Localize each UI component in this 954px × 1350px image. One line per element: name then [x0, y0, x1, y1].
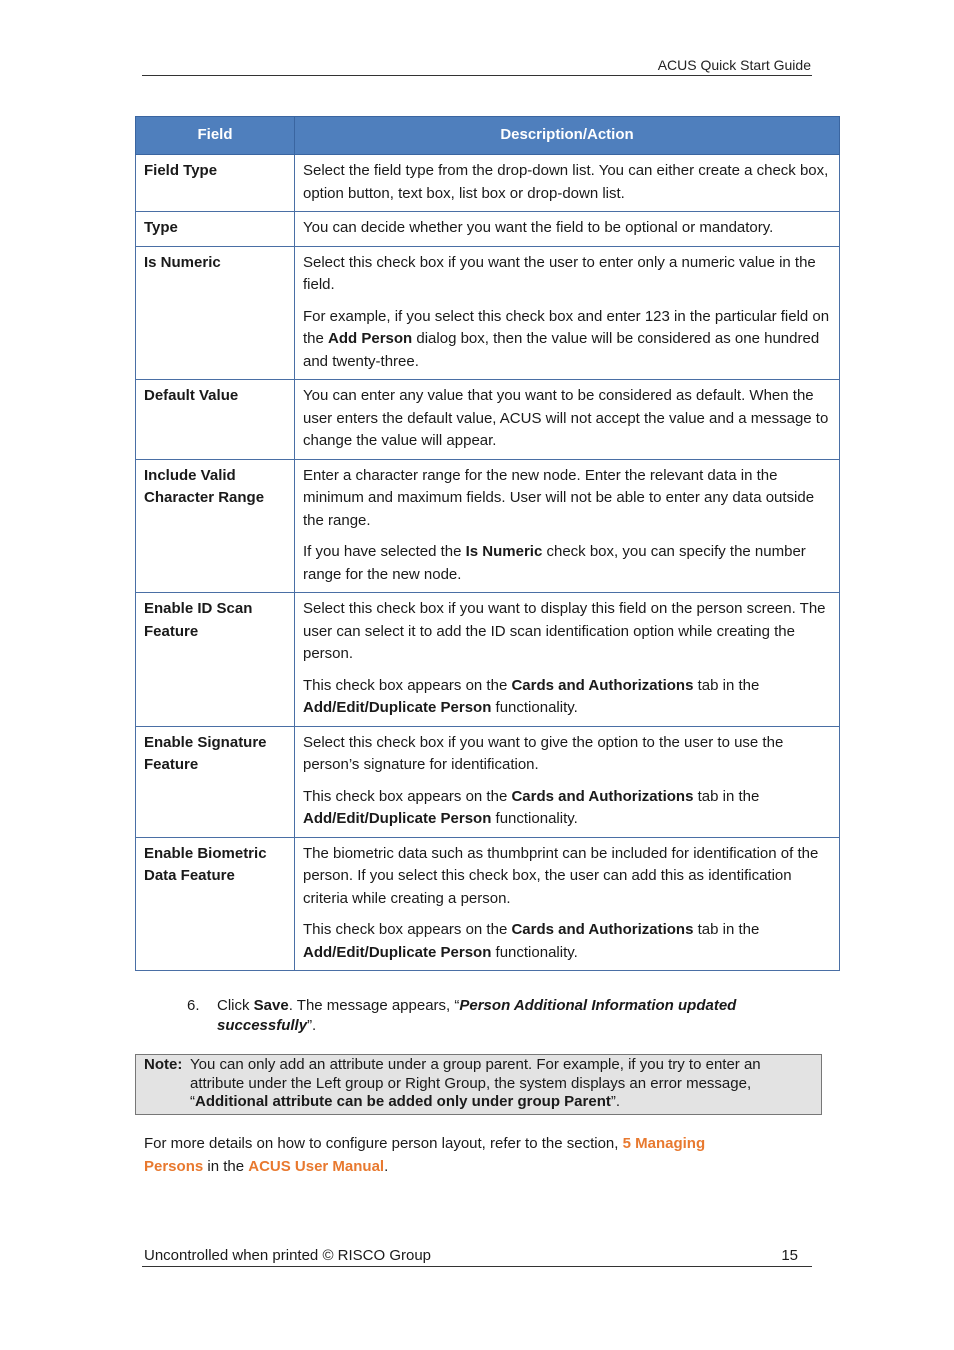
step-mid: . The message appears, “ — [288, 997, 460, 1014]
description-paragraph — [303, 786, 831, 831]
description-cell — [295, 212, 840, 247]
note-label: Note: — [144, 1056, 183, 1073]
table-row — [136, 726, 840, 837]
description-paragraph — [303, 217, 831, 240]
description-text: dialog box, then the value will be considered as one hundred and twenty-three. — [303, 330, 820, 370]
description-paragraph — [303, 541, 831, 586]
note-end: ”. — [610, 1093, 621, 1110]
step-text — [217, 996, 807, 1036]
description-paragraph — [303, 465, 831, 533]
field-name-cell: Type — [136, 212, 295, 247]
description-text: This check box appears on the — [303, 787, 512, 805]
emphasis-text: Cards and Authorizations — [511, 676, 694, 694]
note-error-message: Additional attribute can be added only under group Parent — [195, 1093, 611, 1110]
description-text: This check box appears on the — [303, 921, 512, 938]
emphasis-text: Is Numeric — [465, 543, 543, 560]
description-paragraph — [303, 598, 831, 666]
description-paragraph — [303, 385, 831, 453]
description-text: If you have selected the — [303, 543, 466, 560]
description-cell — [295, 380, 840, 460]
footer-copyright: Uncontrolled when printed © RISCO Group — [144, 1247, 432, 1264]
description-cell — [295, 155, 840, 212]
step-pre: Click — [217, 997, 254, 1014]
footer — [144, 1247, 798, 1264]
description-text: tab in the — [693, 787, 760, 805]
description-text: The biometric data such as thumbprint can be included for identification of the person. If you select this check box, the user can add this as identification criteria while creating a person. — [303, 844, 819, 907]
note-box — [135, 1054, 822, 1115]
description-text: functionality. — [491, 943, 578, 961]
description-paragraph — [303, 160, 831, 205]
description-text: Select this check box if you want to give the option to the user to use the person’s signature for identification. — [303, 733, 784, 773]
description-cell — [295, 246, 840, 380]
description-paragraph — [303, 675, 831, 720]
table-row — [136, 155, 840, 212]
table-row — [136, 212, 840, 247]
field-name-cell: Enable Biometric Data Feature — [136, 837, 295, 971]
note-body — [190, 1056, 816, 1112]
table-body — [136, 155, 840, 971]
running-header: ACUS Quick Start Guide — [657, 57, 811, 73]
description-text: check box, you can specify the number range for the new node. — [303, 543, 806, 583]
emphasis-text: Cards and Authorizations — [511, 921, 694, 938]
table-row — [136, 459, 840, 593]
description-text: Select this check box if you want the user to enter only a numeric value in the field. — [303, 253, 816, 293]
table-row — [136, 593, 840, 727]
description-text: For example, if you select this check box and enter 123 in the particular field on the — [303, 307, 830, 347]
more-details-paragraph — [144, 1133, 764, 1178]
success-message: Person Additional Information updated successfully — [217, 997, 737, 1034]
description-cell — [295, 593, 840, 727]
column-header-field: Field — [136, 117, 295, 155]
emphasis-text: Add/Edit/Duplicate Person — [303, 943, 492, 961]
description-text: This check box appears on the — [303, 676, 512, 694]
description-paragraph — [303, 732, 831, 777]
more-pre: For more details on how to configure person layout, refer to the section, — [144, 1135, 623, 1152]
field-name-cell: Is Numeric — [136, 246, 295, 380]
description-paragraph — [303, 843, 831, 911]
step-post: ”. — [307, 1017, 317, 1034]
description-text: tab in the — [693, 921, 760, 938]
page-number: 15 — [781, 1247, 798, 1264]
description-text: You can decide whether you want the field to be optional or mandatory. — [303, 219, 774, 236]
field-name-cell: Field Type — [136, 155, 295, 212]
table-row — [136, 246, 840, 380]
description-text: You can enter any value that you want to be considered as default. When the user enters the default value, ACUS will not accept the value and a message to change the value will appear. — [303, 387, 829, 449]
footer-rule — [142, 1266, 812, 1267]
link-user-manual[interactable]: ACUS User Manual — [248, 1157, 385, 1175]
description-text: functionality. — [491, 810, 578, 827]
save-label: Save — [253, 997, 289, 1014]
emphasis-text: Cards and Authorizations — [511, 787, 694, 805]
description-cell — [295, 837, 840, 971]
step-number: 6. — [187, 997, 200, 1014]
emphasis-text: Add/Edit/Duplicate Person — [303, 699, 492, 716]
column-header-description: Description/Action — [295, 117, 840, 155]
more-mid: in the — [203, 1157, 249, 1175]
emphasis-text: Add Person — [328, 330, 413, 347]
description-text: Enter a character range for the new node. Enter the relevant data in the minimum and maximum fields. User will not be able to enter any data outside the range. — [303, 466, 815, 529]
description-text: Select the field type from the drop-down list. You can either create a check box, option button, text box, list box or drop-down list. — [303, 162, 829, 202]
description-paragraph — [303, 252, 831, 297]
emphasis-text: Add/Edit/Duplicate Person — [303, 810, 492, 827]
description-paragraph — [303, 919, 831, 964]
description-text: Select this check box if you want to display this field on the person screen. The user can select it to add the ID scan identification option while creating the person. — [303, 600, 826, 662]
header-rule — [142, 75, 812, 76]
more-end: . — [384, 1157, 389, 1175]
description-text: tab in the — [693, 676, 760, 694]
table-row — [136, 380, 840, 460]
description-cell — [295, 726, 840, 837]
step-6 — [187, 996, 807, 1036]
description-paragraph — [303, 306, 831, 374]
field-name-cell: Enable ID Scan Feature — [136, 593, 295, 727]
note-text: You can only add an attribute under a group parent. For example, if you try to enter an attribute under the Left group or Right Group, the system displays an error message, “ — [190, 1056, 761, 1110]
field-name-cell: Enable Signature Feature — [136, 726, 295, 837]
field-name-cell: Include Valid Character Range — [136, 459, 295, 593]
fields-table — [135, 116, 840, 971]
field-name-cell: Default Value — [136, 380, 295, 460]
table-row — [136, 837, 840, 971]
table-header-row — [136, 117, 840, 155]
description-text: functionality. — [491, 699, 578, 716]
description-cell — [295, 459, 840, 593]
link-managing-persons[interactable]: 5 Managing Persons — [144, 1135, 706, 1175]
